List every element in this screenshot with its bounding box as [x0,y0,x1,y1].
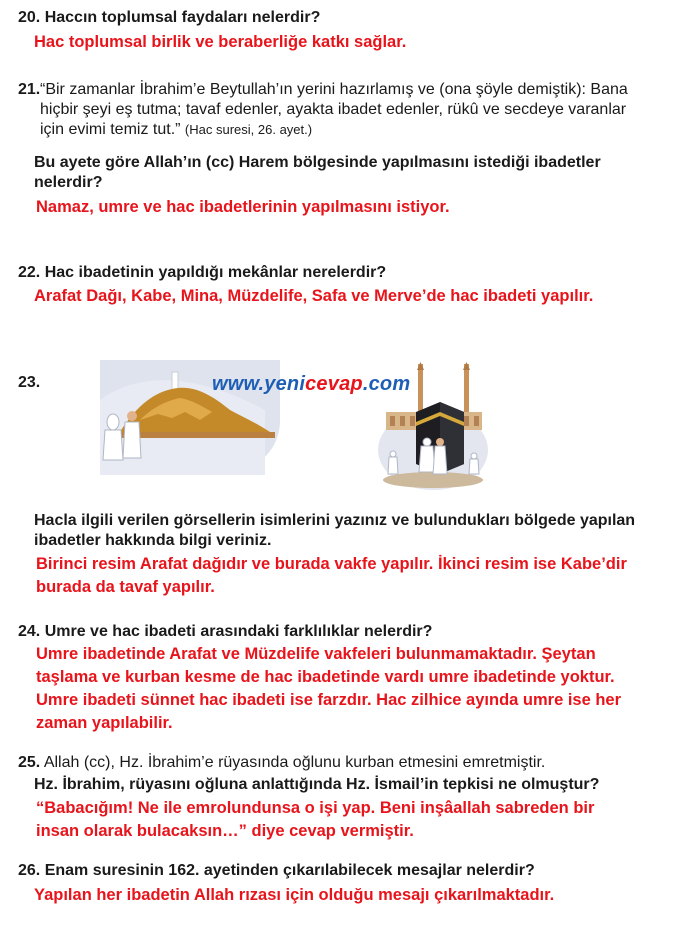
question-21-line-1: Bu ayete göre Allah’ın (cc) Harem bölgesinde yapılmasını istediği ibadetler [34,154,601,171]
answer-23-line-1: Birinci resim Arafat dağıdır ve burada vakfe yapılır. İkinci resim ise Kabe’dir [36,555,627,573]
statement-25 [18,753,545,773]
question-number: 20. [18,9,41,26]
ayah-line-3 [40,120,690,140]
question-text: Umre ve hac ibadeti arasındaki farklılıklar nelerdir? [44,623,433,640]
question-25: Hz. İbrahim, rüyasını oğluna anlattığında Hz. İsmail’in tepkisi ne olmuştur? [34,776,600,793]
answer-26: Yapılan her ibadetin Allah rızası için olduğu mesajı çıkarılmaktadır. [34,886,555,904]
answer-25-line-2: insan olarak bulacaksın…” diye cevap vermiştir. [36,822,414,840]
watermark-part-3: .com [362,373,411,395]
question-22 [18,263,386,283]
answer-24-line-4: zaman yapılabilir. [36,714,173,732]
question-number: 25. [18,754,41,771]
answer-22: Arafat Dağı, Kabe, Mina, Müzdelife, Safa ve Merve’de hac ibadeti yapılır. [34,287,594,305]
answer-25 [36,797,696,843]
watermark-part-1: www.yeni [212,373,306,395]
pilgrim-woman-icon [107,414,119,430]
answer-21: Namaz, umre ve hac ibadetlerinin yapılmasını istiyor. [36,198,450,216]
ayah-line-3-text: için evimi temiz tut.” [40,121,181,138]
answer-23 [36,553,696,599]
answer-20: Hac toplumsal birlik ve beraberliğe katkı sağlar. [34,33,407,51]
answer-24-line-1: Umre ibadetinde Arafat ve Müzdelife vakfeleri bulunmamaktadır. Şeytan [36,645,596,663]
pilgrim-man-icon [127,411,137,421]
watermark-part-2: cevap [305,373,363,395]
question-23 [34,511,699,551]
kaaba-illustration [378,362,488,490]
question-21-line-2: nelerdir? [34,174,103,191]
answer-23-line-2: burada da tavaf yapılır. [36,578,215,596]
ayah-line-2: hiçbir şeyi eş tutma; tavaf edenler, ayakta ibadet edenler, rükû ve secdeye varanlar [40,101,627,118]
question-23-line-2: ibadetler hakkında bilgi veriniz. [34,532,272,549]
answer-24-line-2: taşlama ve kurban kesme de hac ibadetinde vardı umre ibadetinde yoktur. [36,668,615,686]
question-text: Hac ibadetinin yapıldığı mekânlar nerelerdir? [44,264,387,281]
question-text: Haccın toplumsal faydaları nelerdir? [44,9,321,26]
minaret-right-icon [464,364,469,414]
ayah-quote [40,80,690,140]
answer-24-line-3: Umre ibadeti sünnet hac ibadeti ise farzdır. Hac zilhice ayında umre ise her [36,691,622,709]
statement-text: Allah (cc), Hz. İbrahim’e rüyasında oğlunu kurban etmesini emretmiştir. [43,754,546,771]
question-20 [18,8,320,28]
question-21-number: 21. [18,81,41,98]
question-number: 26. [18,862,41,879]
question-23-line-1: Hacla ilgili verilen görsellerin isimlerini yazınız ve bulundukları bölgede yapılan [34,512,636,529]
question-24 [18,622,432,642]
minaret-left-icon [418,364,423,414]
question-number: 24. [18,623,41,640]
question-21 [34,153,694,193]
ayah-source: (Hac suresi, 26. ayet.) [184,122,313,137]
question-23-number: 23. [18,374,41,391]
ayah-line-1: “Bir zamanlar İbrahim’e Beytullah’ın yerini hazırlamış ve (ona şöyle demiştik): Bana [40,81,628,98]
pilgrim-icon [423,438,431,446]
answer-24 [36,643,696,735]
question-26 [18,861,535,881]
question-number: 22. [18,264,41,281]
question-text: Enam suresinin 162. ayetinden çıkarılabilecek mesajlar nelerdir? [44,862,535,879]
answer-25-line-1: “Babacığım! Ne ile emrolundunsa o işi yap. Beni inşâallah sabreden bir [36,799,595,817]
